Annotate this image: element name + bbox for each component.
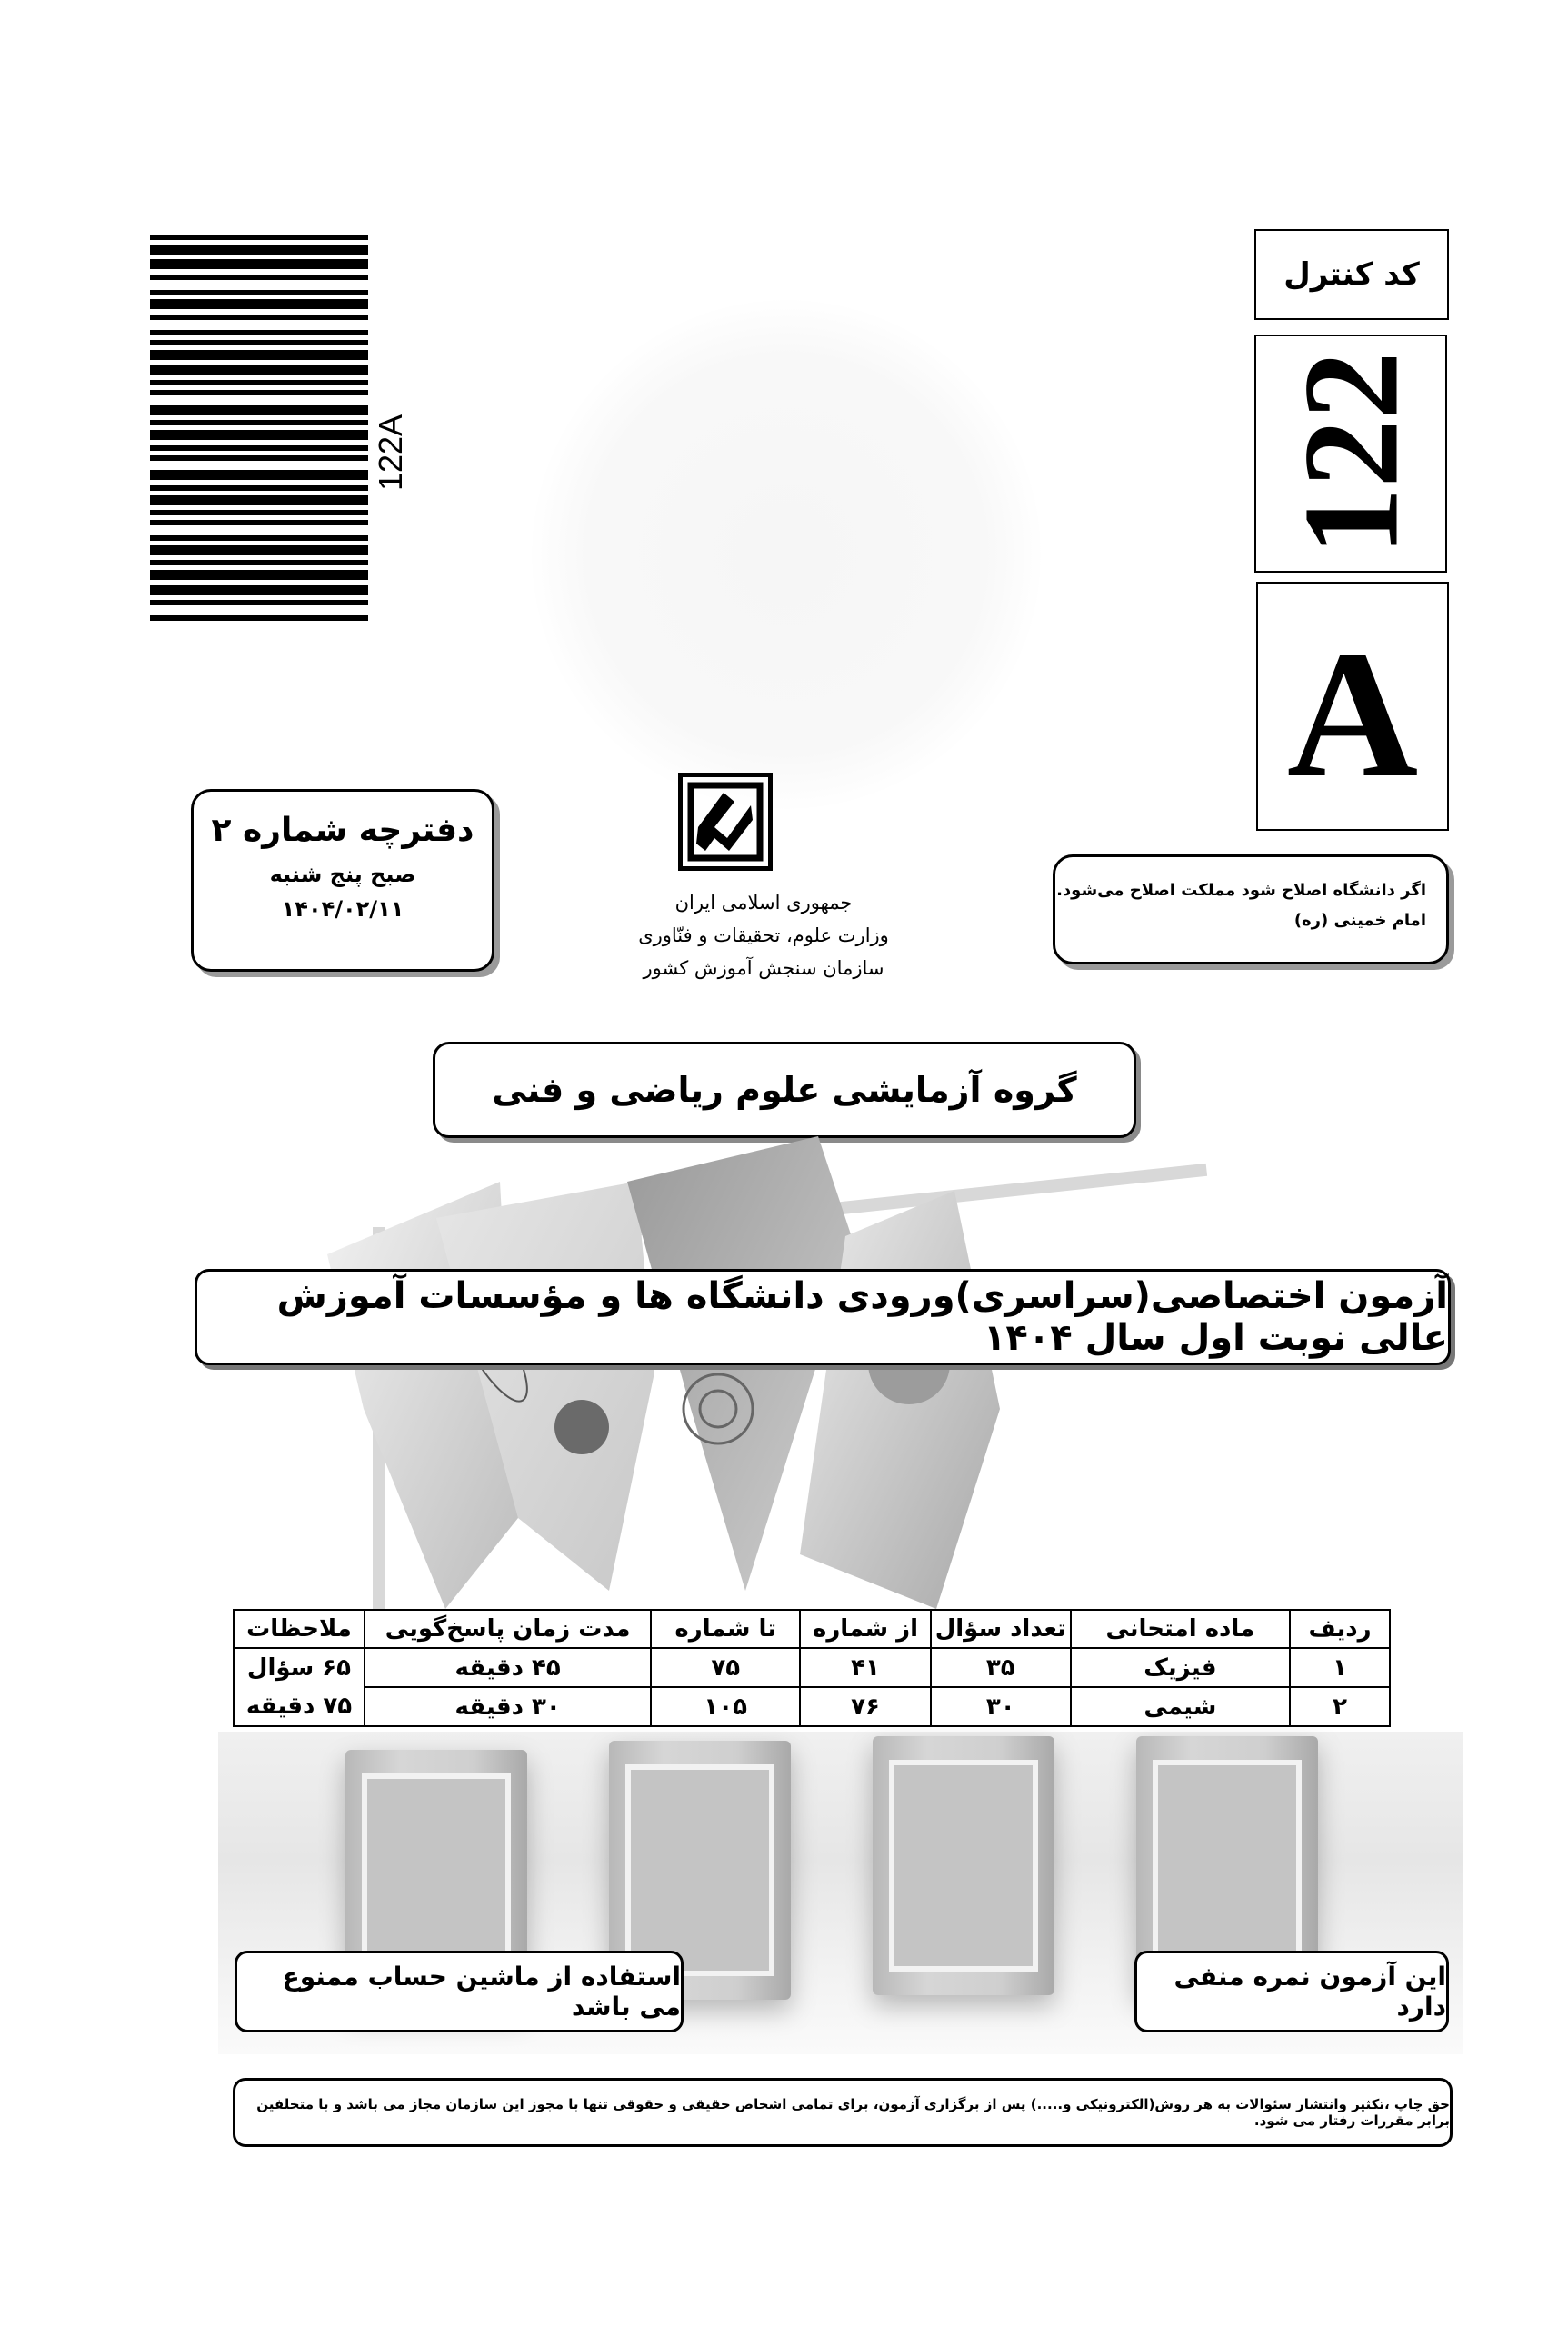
barcode [150,235,368,624]
col-header-subject: ماده امتحانی [1071,1610,1291,1648]
notes-total-questions: ۶۵ سؤال [246,1654,352,1682]
col-header-from-number: از شماره [800,1610,931,1648]
barcode-bar [150,570,368,580]
exam-group-title-text: گروه آزمایشی علوم ریاضی و فنی [492,1070,1077,1110]
cell-question-count: ۳۵ [931,1648,1071,1687]
barcode-bar [150,520,368,525]
booklet-type-letter [1256,582,1449,831]
collage-shards [309,1136,1236,1609]
negative-marking-notice [1134,1951,1449,2032]
org-line-sanjesh: سازمان سنجش آموزش کشور [643,957,884,979]
exam-main-title [195,1269,1451,1365]
cell-duration: ۳۰ دقیقه [365,1687,651,1726]
col-header-row-number: ردیف [1290,1610,1390,1648]
barcode-bar [150,470,368,480]
barcode-bar [150,330,368,335]
cell-question-count: ۳۰ [931,1687,1071,1726]
logo-cube-face [625,1764,774,1976]
table-row [234,1648,1390,1687]
barcode-bar [150,535,368,541]
barcode-bar [150,585,368,595]
barcode-bar [150,495,368,505]
cell-duration: ۴۵ دقیقه [365,1648,651,1687]
organization-block [591,886,936,984]
barcode-bar [150,420,368,425]
cell-to-number: ۷۵ [651,1648,800,1687]
notes-total-time: ۷۵ دقیقه [245,1693,353,1720]
cell-from-number: ۴۱ [800,1648,931,1687]
col-header-question-count: تعداد سؤال [931,1610,1071,1648]
col-header-notes: ملاحظات [234,1610,365,1648]
negative-marking-text: این آزمون نمره منفی دارد [1174,1962,1446,2022]
control-code-label [1254,229,1449,320]
logo-cube-face [1153,1760,1302,1972]
barcode-bar [150,245,368,255]
cell-from-number: ۷۶ [800,1687,931,1726]
cell-subject: فیزیک [1071,1648,1291,1687]
barcode-bar [150,350,368,360]
barcode-bar [150,299,368,309]
barcode-code: 122A [372,414,409,492]
barcode-bar [150,600,368,605]
barcode-bar [150,445,368,451]
barcode-bar [150,455,368,461]
control-code-number [1254,335,1447,573]
quote-box [1053,854,1449,964]
barcode-bar [150,315,368,320]
barcode-bar [150,235,368,240]
org-line-republic: جمهوری اسلامی ایران [674,892,853,914]
calculator-notice-text: استفاده از ماشین حساب ممنوع می باشد [282,1962,681,2022]
barcode-bar [150,430,368,440]
barcode-bar [150,560,368,565]
copyright-text: حق چاپ ،تکثیر وانتشار سئوالات به هر روش(الکترونیکی و.....) پس از برگزاری آزمون، برای تمامی اشخاص حقیقی و حقوقی تنها با مجوز این سازمان مجاز می باشد و با متخلفین برابر مقررات رفتار می شود. [256,2096,1450,2129]
cell-to-number: ۱۰۵ [651,1687,800,1726]
quote-text: اگر دانشگاه اصلاح شود مملکت اصلاح می‌شود. [1056,881,1426,900]
sanjesh-logo-icon [678,773,773,871]
quote-author: امام خمینی (ره) [1293,911,1426,930]
calculator-prohibited-notice [235,1951,684,2032]
org-line-ministry: وزارت علوم، تحقیقات و فنّاوری [638,924,889,946]
cell-row-number: ۲ [1290,1687,1390,1726]
barcode-bar [150,380,368,385]
barcode-bar [150,405,368,415]
control-code-label-text: کد کنترل [1283,256,1420,293]
barcode-bar [150,340,368,345]
table-row [234,1687,1390,1726]
col-header-to-number: تا شماره [651,1610,800,1648]
exam-group-title [433,1042,1136,1138]
barcode-bar [150,390,368,395]
control-code-number-text: 122 [1275,351,1426,556]
barcode-bar [150,259,368,269]
exam-main-title-text: آزمون اختصاصی(سراسری)ورودی دانشگاه ها و مؤسسات آموزش عالی نوبت اول سال ۱۴۰۴ [276,1275,1448,1359]
watermark-seal [532,300,1041,809]
barcode-bar [150,545,368,555]
booklet-type-letter-text: A [1286,614,1419,815]
logo-cube [873,1736,1054,1995]
barcode-bar [150,275,368,280]
cell-row-number: ۱ [1290,1648,1390,1687]
table-header-row [234,1610,1390,1648]
barcode-bar [150,365,368,375]
booklet-number: دفترچه شماره ۲ [211,812,474,849]
cell-notes [234,1648,365,1726]
booklet-info-box [191,789,494,972]
barcode-bar [150,510,368,515]
exam-subjects-table [233,1609,1391,1727]
exam-date: ۱۴۰۴/۰۲/۱۱ [281,896,404,922]
science-collage-image [309,1136,1236,1609]
copyright-notice [233,2078,1453,2147]
col-header-duration: مدت زمان پاسخ‌گویی [365,1610,651,1648]
logo-cube-face [889,1760,1038,1972]
barcode-bar [150,615,368,621]
exam-session: صبح پنج شنبه [269,862,416,887]
barcode-bar [150,485,368,491]
cell-subject: شیمی [1071,1687,1291,1726]
barcode-bar [150,290,368,295]
